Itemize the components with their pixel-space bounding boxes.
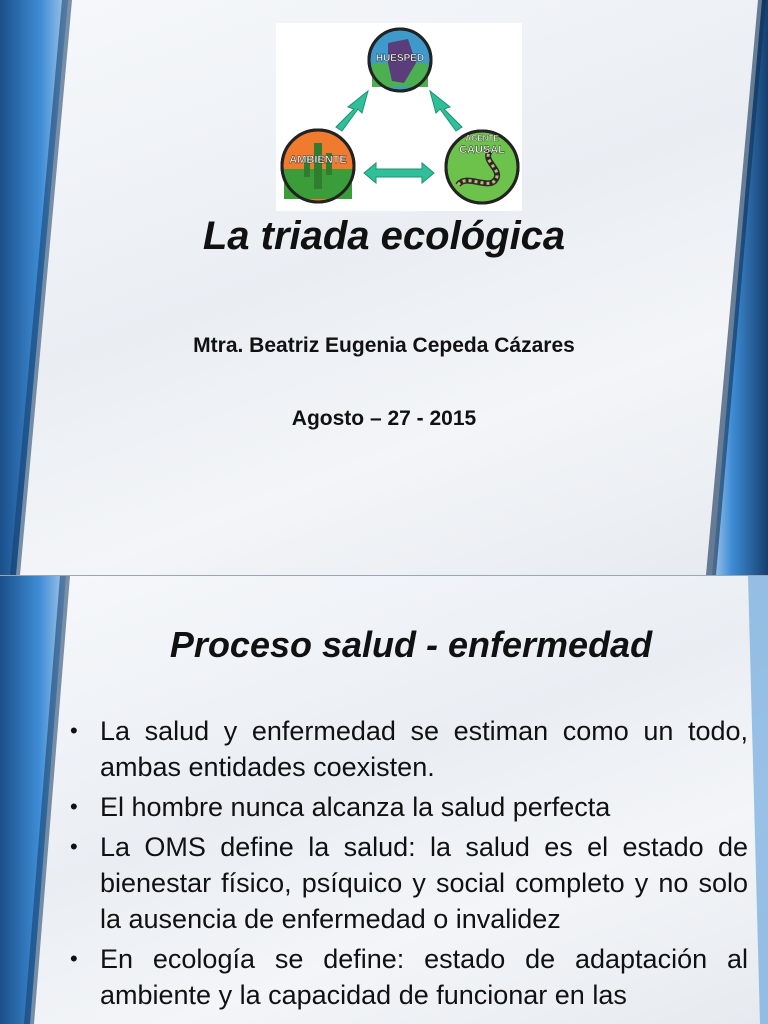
host-circle xyxy=(369,29,431,91)
svg-text:HUESPED: HUESPED xyxy=(375,53,425,64)
list-item: • La OMS define la salud: la salud es el estado de bienestar físico, psíquico y social completo y no solo la ausencia de enfermedad o invalidez xyxy=(68,829,748,937)
presentation-date: Agosto – 27 - 2015 xyxy=(291,407,477,430)
ecological-triad-logo xyxy=(276,23,522,211)
environment-circle xyxy=(282,130,354,202)
bullet-list xyxy=(68,713,748,1017)
causal-agent-circle xyxy=(446,131,518,203)
slide-title: La triada ecológica xyxy=(202,214,566,258)
slide-2 xyxy=(0,576,768,1024)
list-item: • El hombre nunca alcanza la salud perfecta xyxy=(68,789,748,825)
slide-title: Proceso salud - enfermedad xyxy=(169,624,653,665)
svg-text:AGENTE: AGENTE xyxy=(465,134,499,143)
svg-text:CAUSAL: CAUSAL xyxy=(459,144,505,156)
svg-text:AMBIENTE: AMBIENTE xyxy=(289,154,347,166)
list-item: • En ecología se define: estado de adaptación al ambiente y la capacidad de funcionar en las xyxy=(68,941,748,1013)
list-item: • La salud y enfermedad se estiman como un todo, ambas entidades coexisten. xyxy=(68,713,748,785)
author-name: Mtra. Beatriz Eugenia Cepeda Cázares xyxy=(193,334,575,357)
